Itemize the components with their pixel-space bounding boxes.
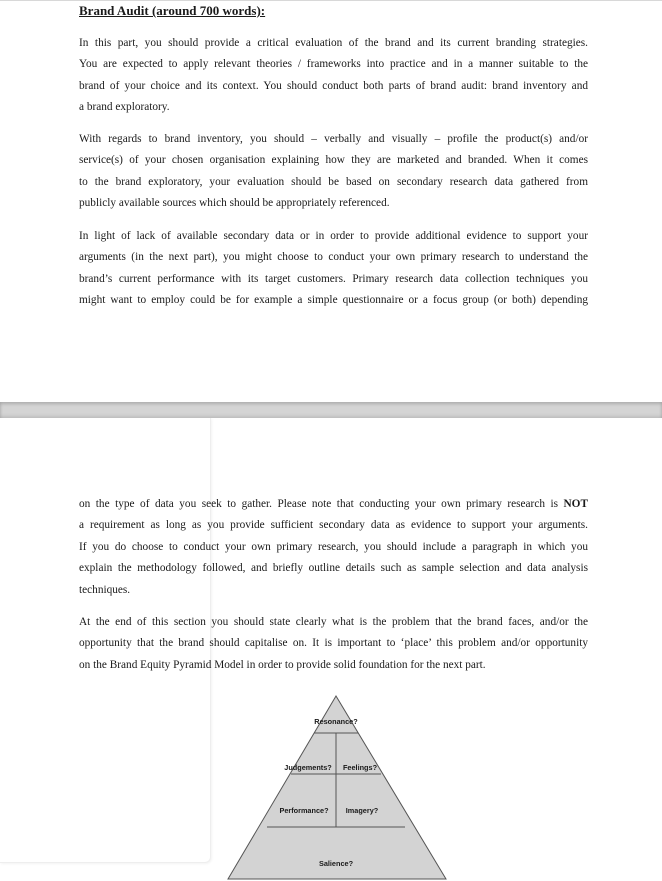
text-line: At the end of this section you should state clearly what is the problem that the brand faces, and/or the (79, 616, 588, 628)
text-line: publicly available sources which should be appropriately referenced. (79, 197, 390, 210)
text-line: In this part, you should provide a critical evaluation of the brand and its current branding strategies. (79, 37, 588, 49)
text-line: a requirement as long as you provide sufficient secondary data as evidence to support your arguments. (79, 519, 588, 532)
text-line: brand of your choice and its context. You should conduct both parts of brand audit: brand inventory and (79, 79, 588, 92)
paragraph-brand-inventory (79, 129, 588, 215)
pyramid-label-feelings: Feelings? (342, 763, 378, 772)
page-separator (0, 402, 662, 418)
page-top-border (0, 0, 662, 1)
text-line: With regards to brand inventory, you should – verbally and visually – profile the product(s) and/or (79, 133, 588, 145)
text-line: arguments (in the next part), you might choose to conduct your own primary research to understand the (79, 251, 588, 264)
text-line: You are expected to apply relevant theories / frameworks into practice and in a manner suitable to the (79, 58, 588, 71)
text-line: opportunity that the brand should capitalise on. It is important to ‘place’ this problem and/or opportunity (79, 637, 588, 650)
text-line: to the brand exploratory, your evaluation should be based on secondary research data gathered from (79, 175, 588, 188)
brand-equity-pyramid (220, 694, 450, 881)
text-line: techniques. (79, 583, 131, 596)
text-line: explain the methodology followed, and briefly outline details such as sample selection and data analysis (79, 562, 588, 575)
section-heading: Brand Audit (around 700 words): (79, 3, 266, 18)
pyramid-label-judgements: Judgements? (284, 763, 332, 772)
pyramid-label-performance: Performance? (279, 806, 329, 815)
text-line: service(s) of your chosen organisation explaining how they are marketed and branded. When it comes (79, 154, 588, 167)
text-line: In light of lack of available secondary data or in order to provide additional evidence to support your (79, 230, 588, 242)
text-line: If you do choose to conduct your own primary research, you should include a paragraph in which you (79, 540, 588, 553)
text-line: a brand exploratory. (79, 101, 170, 114)
paragraph-brand-audit-intro (79, 33, 588, 119)
pyramid-label-imagery: Imagery? (345, 806, 379, 815)
text-line: might want to employ could be for example a simple questionnaire or a focus group (or both) depending (79, 294, 588, 307)
text-line: brand’s current performance with its target customers. Primary research data collection techniques you (79, 272, 588, 285)
paragraph-primary-research (79, 226, 588, 312)
paragraph-primary-research-continued (79, 494, 588, 601)
text-line: on the Brand Equity Pyramid Model in order to provide solid foundation for the next part. (79, 658, 486, 671)
pyramid-label-salience: Salience? (318, 859, 354, 868)
pyramid-label-resonance: Resonance? (314, 717, 358, 726)
paragraph-problem-opportunity (79, 612, 588, 676)
text-span: on the type of data you seek to gather. Please note that conducting your own primary research is (79, 498, 559, 510)
text-line (79, 494, 588, 515)
emphasis-not: NOT (563, 498, 588, 510)
